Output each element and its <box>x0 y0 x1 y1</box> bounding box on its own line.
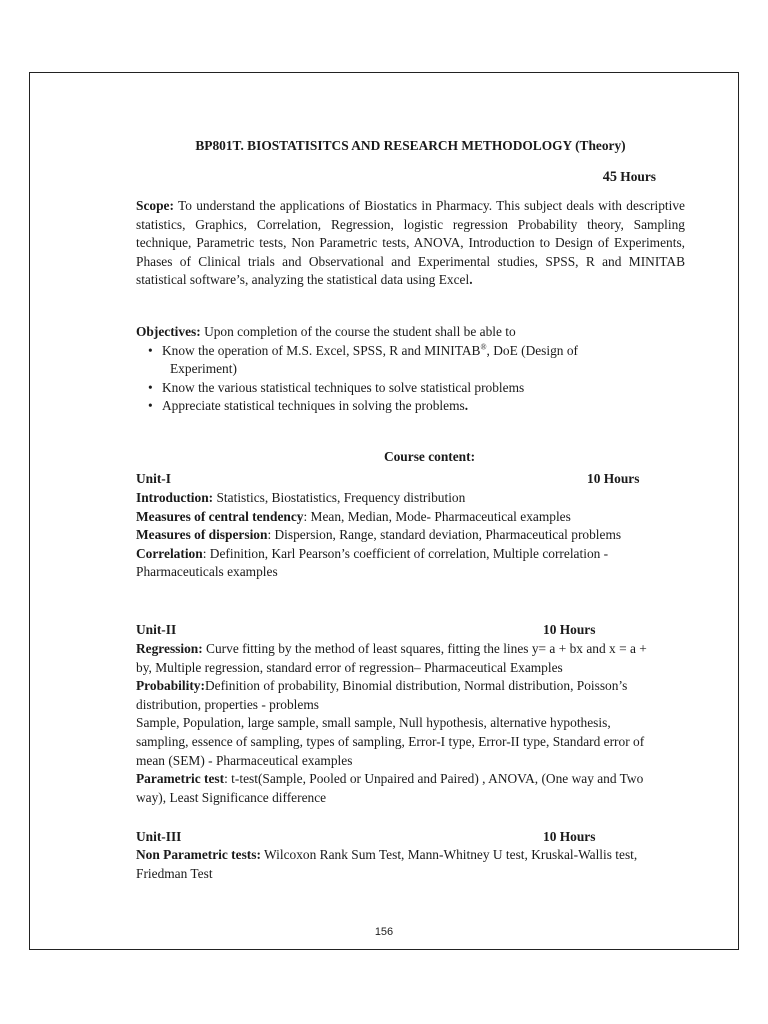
topic-text: : Mean, Median, Mode- Pharmaceutical examples <box>303 508 571 524</box>
topic-line <box>136 640 666 677</box>
topic-line <box>136 489 656 508</box>
topic-text: Curve fitting by the method of least squares, fitting the lines y= a + bx and x = a + by, Multiple regression, standard error of regression– Pharmaceutical Examples <box>136 641 647 675</box>
objective-item <box>144 379 685 398</box>
scope-paragraph <box>136 197 685 290</box>
topic-line <box>136 846 666 883</box>
unit-body <box>136 846 666 883</box>
unit-hours: 10 Hours <box>543 829 596 844</box>
objectives-label: Objectives: <box>136 324 201 339</box>
topic-line <box>136 677 666 714</box>
topic-text: Definition of probability, Binomial distribution, Normal distribution, Poisson’s distribution, properties - problems <box>136 678 628 712</box>
topic-label: Correlation <box>136 545 203 561</box>
unit-body <box>136 640 666 807</box>
scope-label: Scope: <box>136 198 174 213</box>
topic-line <box>136 508 656 527</box>
page-number: 156 <box>374 926 394 938</box>
course-title: BP801T. BIOSTATISITCS AND RESEARCH METHODOLOGY (Theory) <box>195 138 626 153</box>
scope-text: To understand the applications of Biostatics in Pharmacy. This subject deals with descriptive statistics, Graphics, Correlation, Regression, logistic regression Probability theory, Sampling technique, Parametric tests, Non Parametric tests, ANOVA, Introduction to Design of Experiments, Phases of Clinical trials and Observational and Experimental studies, SPSS, R and MINITAB statistical software’s, analyzing the statistical data using Excel <box>136 198 686 288</box>
topic-line <box>136 714 666 770</box>
topic-text: Sample, Population, large sample, small sample, Null hypothesis, alternative hypothesis, sampling, essence of sampling, types of sampling, Error-I type, Error-II type, Standard error of mean (SEM) - Pharmaceutical examples <box>136 715 645 768</box>
total-hours-number: 45 <box>602 169 617 185</box>
total-hours <box>520 168 656 187</box>
topic-label: Probability: <box>136 678 205 694</box>
topic-text: Statistics, Biostatistics, Frequency distribution <box>213 490 466 505</box>
unit-hours: 10 Hours <box>587 471 640 486</box>
topic-label: Regression: <box>136 641 203 656</box>
objectives-section <box>136 323 685 416</box>
objective-item <box>144 342 685 379</box>
topic-text: : t-test(Sample, Pooled or Unpaired and Paired) , ANOVA, (One way and Two way), Least Significance difference <box>136 771 644 805</box>
topic-label: Introduction: <box>136 490 214 505</box>
topic-text: Wilcoxon Rank Sum Test, Mann-Whitney U test, Kruskal-Wallis test, Friedman Test <box>136 847 638 881</box>
unit-title: Unit-II <box>136 622 177 637</box>
objective-text: Know the various statistical techniques to solve statistical problems <box>162 379 525 395</box>
course-content-heading: Course content: <box>383 449 476 464</box>
objective-item <box>144 397 685 416</box>
objective-text: Appreciate statistical techniques in solving the problems <box>162 398 465 414</box>
topic-label: Non Parametric tests: <box>136 847 261 862</box>
topic-line <box>136 545 656 582</box>
unit-title: Unit-III <box>136 829 182 844</box>
objectives-intro: Upon completion of the course the student shall be able to <box>204 324 516 339</box>
objective-end: . <box>464 398 469 414</box>
unit-hours: 10 Hours <box>543 622 596 637</box>
topic-text: : Definition, Karl Pearson’s coefficient of correlation, Multiple correlation - Pharmaceuticals examples <box>136 545 609 580</box>
scope-end: . <box>469 272 473 288</box>
topic-label: Parametric test <box>136 771 225 787</box>
unit-body <box>136 489 656 582</box>
topic-line <box>136 526 656 545</box>
topic-line <box>136 770 666 807</box>
topic-text: : Dispersion, Range, standard deviation, Pharmaceutical problems <box>267 527 622 543</box>
topic-label: Measures of dispersion <box>136 527 268 543</box>
objective-text: Know the operation of M.S. Excel, SPSS, R and MINITAB <box>162 342 481 358</box>
objectives-intro-line <box>136 323 685 342</box>
objective-text-rest: , DoE (Design of <box>486 342 579 358</box>
total-hours-label: Hours <box>620 169 656 184</box>
objective-text-continued: Experiment) <box>170 361 237 377</box>
objectives-list <box>136 342 685 416</box>
unit-title: Unit-I <box>136 471 171 486</box>
registered-mark: ® <box>480 342 487 352</box>
topic-label: Measures of central tendency <box>136 508 304 524</box>
